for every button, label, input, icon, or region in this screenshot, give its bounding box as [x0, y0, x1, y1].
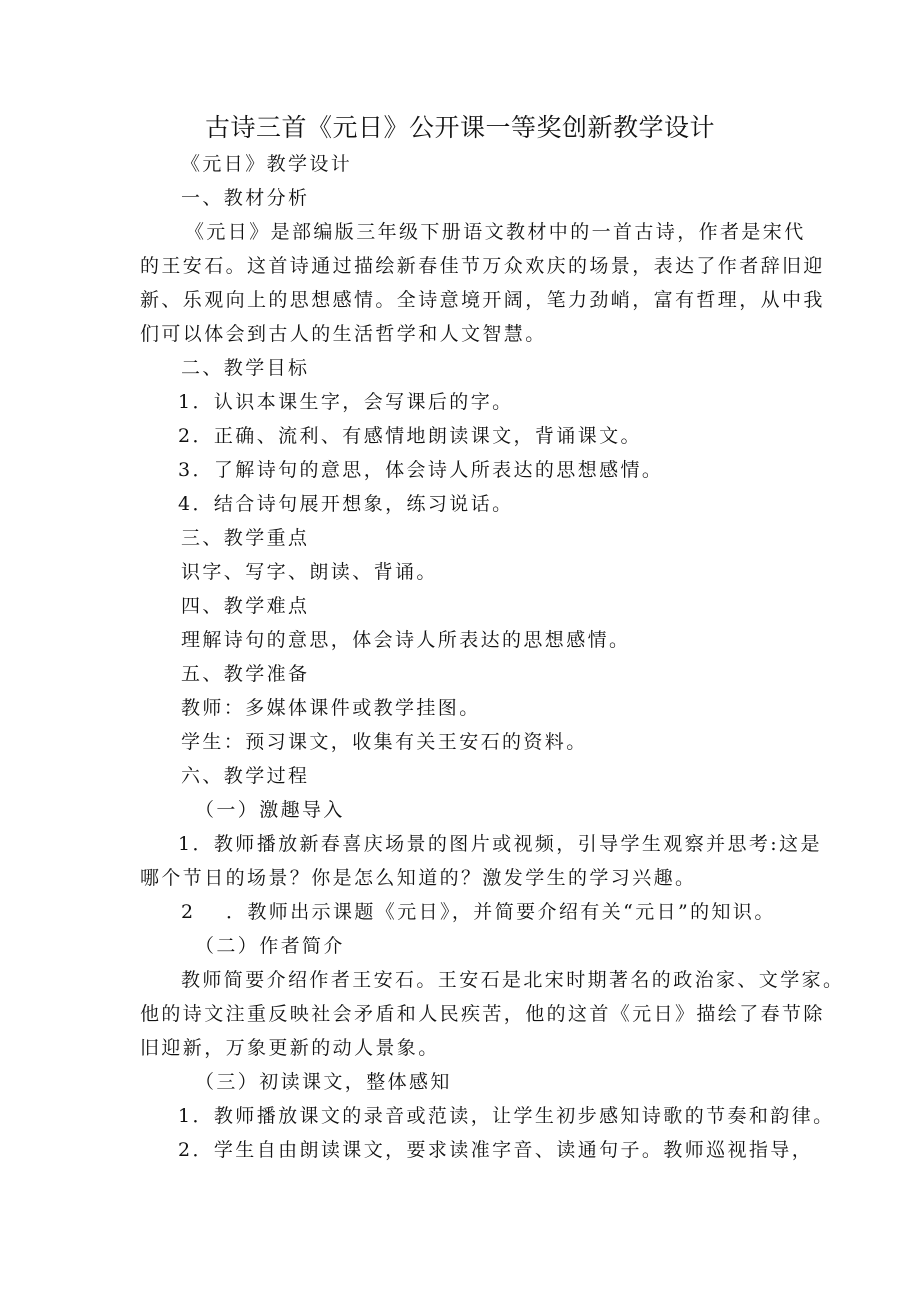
- list-item: 2．学生自由朗读课文，要求读准字音、读通句子。教师巡视指导，: [178, 1139, 814, 1161]
- list-item: 1．教师播放新春喜庆场景的图片或视频，引导学生观察并思考:这是: [178, 833, 822, 855]
- list-item: 4．结合诗句展开想象，练习说话。: [178, 493, 514, 515]
- paragraph-line: 哪个节日的场景？你是怎么知道的？激发学生的学习兴趣。: [140, 867, 697, 889]
- list-item: 1．认识本课生字，会写课后的字。: [178, 391, 514, 413]
- subsection-heading: （三）初读课文，整体感知: [195, 1071, 452, 1093]
- section-heading-5: 五、教学准备: [181, 663, 310, 685]
- document-title: 古诗三首《元日》公开课一等奖创新教学设计: [204, 113, 715, 142]
- section-heading-4: 四、教学难点: [181, 595, 310, 617]
- section-heading-6: 六、教学过程: [181, 765, 310, 787]
- paragraph-line: 新、乐观向上的思想感情。全诗意境开阔，笔力劲峭，富有哲理，从中我: [140, 289, 825, 311]
- paragraph-line: 他的诗文注重反映社会矛盾和人民疾苦，他的这首《元日》描绘了春节除: [140, 1003, 825, 1025]
- section-heading-2: 二、教学目标: [181, 357, 310, 379]
- list-item: 3．了解诗句的意思，体会诗人所表达的思想感情。: [178, 459, 664, 481]
- section-heading-3: 三、教学重点: [181, 527, 310, 549]
- list-item-number: 2: [181, 901, 196, 923]
- paragraph-line: 理解诗句的意思，体会诗人所表达的思想感情。: [181, 629, 631, 651]
- subsection-heading: （二）作者简介: [195, 935, 345, 957]
- section-heading-1: 一、教材分析: [181, 187, 310, 209]
- list-item: 1．教师播放课文的录音或范读，让学生初步感知诗歌的节奏和韵律。: [178, 1105, 835, 1127]
- paragraph-line: 教师简要介绍作者王安石。王安石是北宋时期著名的政治家、文学家。: [181, 969, 845, 991]
- paragraph-line: 们可以体会到古人的生活哲学和人文智慧。: [140, 323, 547, 345]
- subsection-heading: （一）激趣导入: [195, 799, 345, 821]
- paragraph-line: 的王安石。这首诗通过描绘新春佳节万众欢庆的场景，表达了作者辞旧迎: [140, 255, 825, 277]
- paragraph-line: 识字、写字、朗读、背诵。: [181, 561, 438, 583]
- paragraph-line: 学生：预习课文，收集有关王安石的资料。: [181, 731, 588, 753]
- paragraph-line: 旧迎新，万象更新的动人景象。: [140, 1037, 440, 1059]
- list-item: ．教师出示课题《元日》，并简要介绍有关“元日”的知识。: [226, 901, 776, 923]
- paragraph-line: 教师：多媒体课件或教学挂图。: [181, 697, 481, 719]
- document-subtitle: 《元日》教学设计: [181, 153, 353, 175]
- list-item: 2．正确、流利、有感情地朗读课文，背诵课文。: [178, 425, 642, 447]
- paragraph-line: 《元日》是部编版三年级下册语文教材中的一首古诗，作者是宋代: [185, 221, 806, 243]
